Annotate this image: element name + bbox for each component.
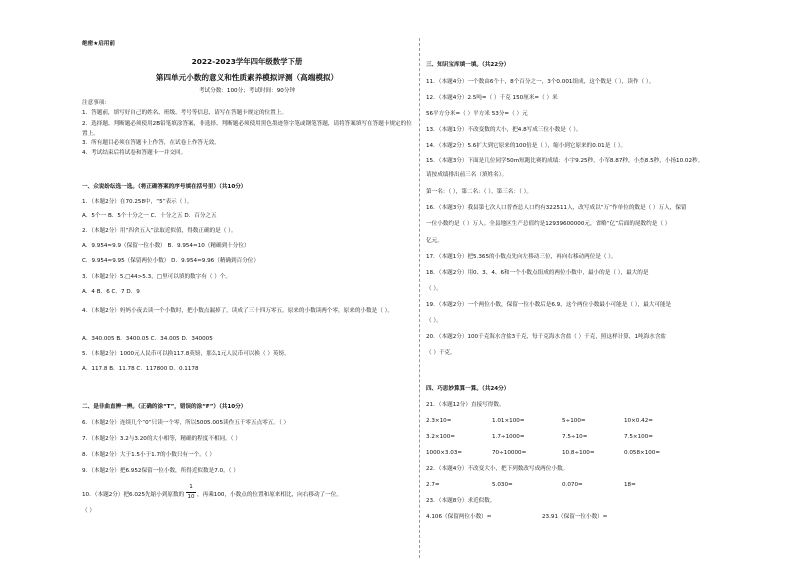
calc-item: 4.106（保留两位小数）≈ [426, 514, 492, 520]
page-subtitle: 第四单元小数的意义和性质素养模拟评测（高端模拟） [155, 73, 339, 82]
notes-heading: 注意事项： [82, 100, 110, 106]
question-line: 4．（本题2分）妈妈小夜去读一个小数时，把小数点漏掉了，读成了三十四万零五。原来的小数读两个零，原来的小数是（ ）。 [82, 308, 393, 314]
question-line: 12．（本题4分）2.5吨=（ ）千克 150厘米=（ ）米 [426, 95, 558, 101]
calc-item: 18= [624, 482, 636, 488]
note-item: 1．答题前，填写好自己的姓名、班级、考号等信息，请写在答题卡规定的位置上。 [82, 110, 287, 116]
question-line: 7．（本题2分）3.2与3.20的大小相等，精确的程度不相同。（ ） [82, 436, 241, 442]
question-line: 14．（本题2分）5.6扩大到它原来的100倍是（ ），缩小到它原来的0.01是（ ）。 [426, 143, 627, 149]
option-line: A．4 B．6 C．7 D．9 [82, 289, 140, 295]
question-line: 一位小数约是（ ）万人。全县地区生产总值约是12939600000元，省略“亿”后面的尾数约是（ ） [426, 221, 671, 227]
exam-info: 考试分数：100分；考试时间：90分钟 [198, 88, 296, 94]
question-line: 3．（本题2分）5.□44>5.3，□里可以填的数字有（ ）个。 [82, 274, 231, 280]
question-line: 23．（本题8分）求近似数。 [426, 498, 496, 504]
calc-item: 0.070= [562, 482, 583, 488]
section-4-heading: 四、巧思妙算算一算。（共24分） [426, 386, 510, 392]
calc-item: 1.7÷1000= [492, 434, 525, 440]
note-item: 2．选择题、判断题必须使用2B铅笔填涂答案，非选择、判断题必须使用黑色墨迹签字笔或钢笔答题，请将答案填写在答题卡规定的位置上。 [82, 121, 412, 137]
question-line: 第一名：（ ），第二名：（ ），第三名：（ ）。 [426, 189, 533, 195]
question-line: 请按成绩排出前三名（填姓名）。 [426, 172, 508, 178]
calc-item: 10.8÷100= [562, 450, 595, 456]
question-line: 13．（本题1分）不改变数的大小，把4.8写成三位小数是（ ）。 [426, 127, 582, 133]
question-line: 21．（本题12分）直接写得数。 [426, 402, 505, 408]
column-divider [419, 38, 420, 558]
option-line: C．9.954≈9.95（保留两位小数） D．9.954≈9.96（精确到百分位） [82, 258, 259, 264]
calc-item: 1.01×100= [492, 418, 525, 424]
fraction-denominator: 10 [187, 494, 195, 500]
question-line: 5．（本题2分）1000元人民币可以换117.8英镑，那么1元人民币可以换（ ）英镑。 [82, 351, 290, 357]
calc-item: 2.3×10= [426, 418, 452, 424]
question-line: 19．（本题2分）一个两位小数，保留一位小数后是6.9，这个两位小数最小可能是（ ），最大可能是 [426, 302, 672, 308]
question-line: （ ）千克。 [426, 350, 456, 356]
question-line: 2．（本题2分）用“四舍五入”法取近似值，得数正确的是（ ）。 [82, 228, 237, 234]
note-item: 3．所有题目必须在答题卡上作答，在试卷上作答无效。 [82, 140, 220, 146]
question-line: 8．（本题2分）大于1.5小于1.7的小数只有一个。（ ） [82, 452, 215, 458]
question-line: 56平方分米=（ ）平方米 53分=（ ）元 [426, 111, 528, 117]
answer-bracket: （ ） [82, 508, 95, 514]
question-line: ，再乘100，小数点的位置和原来相比，向右移动了一位。 [197, 492, 342, 498]
corner-label: 绝密★启用前 [82, 41, 115, 47]
question-line: 6．（本题2分）连续几个“0”只读一个零，所以5005.005读作五千零五点零五。（ ） [82, 420, 290, 426]
option-line: A．5个一 B．5个十分之一 C．十分之五 D．百分之五 [82, 213, 217, 219]
section-2-heading: 二、是非曲直辨一辨。（正确的涂“T”，错误的涂“F”）（共10分） [82, 404, 247, 410]
calc-item: 23.91（保留一位小数）≈ [542, 514, 608, 520]
question-line: （ ）。 [426, 318, 442, 324]
question-line: 11．（本题4分）一个数由6个十，8个百分之一，3个0.001组成，这个数是（ ），读作（ ）。 [426, 79, 655, 85]
calc-item: 7.5÷10= [562, 434, 588, 440]
question-line: 1．（本题2分）在70.258中，“5”表示（ ）。 [82, 199, 193, 205]
fraction-bar [186, 492, 196, 493]
calc-item: 70÷10000= [492, 450, 527, 456]
question-line: 16．（本题3分）我县第七次人口普查总人口约有322511人，改写成以“万”作单位的数是（ ）万人，保留 [426, 205, 687, 211]
section-1-heading: 一、众说纷纭选一选。（将正确答案的序号填在括号里）（共10分） [82, 184, 247, 190]
question-line: （ ）。 [426, 286, 442, 292]
section-3-heading: 三、知识宝库填一填。（共22分） [426, 62, 510, 68]
question-line: 亿元。 [426, 238, 443, 244]
question-line: 22．（本题4分）不改变大小，把下列数改写成两位小数。 [426, 466, 569, 472]
page-title: 2022-2023学年四年级数学下册 [191, 57, 303, 66]
calc-item: 0.058×100= [624, 450, 661, 456]
calc-item: 10×0.42= [624, 418, 653, 424]
question-line: 10．（本题2分）把6.025先缩小到原数的 [82, 492, 185, 498]
calc-item: 7.5×100= [624, 434, 653, 440]
option-line: A．9.954≈9.9（保留一位小数） B．9.954≈10（精确到十分位） [82, 243, 250, 249]
option-line: A．340.005 B．3400.05 C．34.005 D．340005 [82, 336, 213, 342]
question-line: 9．（本题2分）把6.952保留一位小数，所得近似数是7.0。（ ） [82, 468, 239, 474]
question-line: 20．（本题2分）100千克海水含盐3千克，每千克海水含盐（ ）千克，照这样计算，1吨海水含盐 [426, 334, 667, 340]
option-line: A．117.8 B．11.78 C．117800 D．0.1178 [82, 366, 199, 372]
note-item: 4．考试结束后将试卷和答题卡一并交回。 [82, 150, 187, 156]
calc-item: 5÷100= [562, 418, 586, 424]
question-line: 18．（本题2分）用0、3、4、6和一个小数点组成的两位小数中，最小的是（ ），最大的是 [426, 270, 649, 276]
question-line: 17．（本题1分）把5.365的小数点先向左移动三位，再向右移动两位是（ ）。 [426, 254, 617, 260]
fraction-numerator: 1 [189, 484, 193, 490]
calc-item: 5.030= [492, 482, 513, 488]
calc-item: 1000×3.03= [426, 450, 463, 456]
calc-item: 2.7= [426, 482, 440, 488]
calc-item: 3.2×100= [426, 434, 455, 440]
question-line: 15．（本题3分）下面是几位同学50m短跑比赛的成绩：小宇9.25秒，小军8.87秒，小杰8.5秒，小扬10.02秒。 [426, 158, 704, 164]
